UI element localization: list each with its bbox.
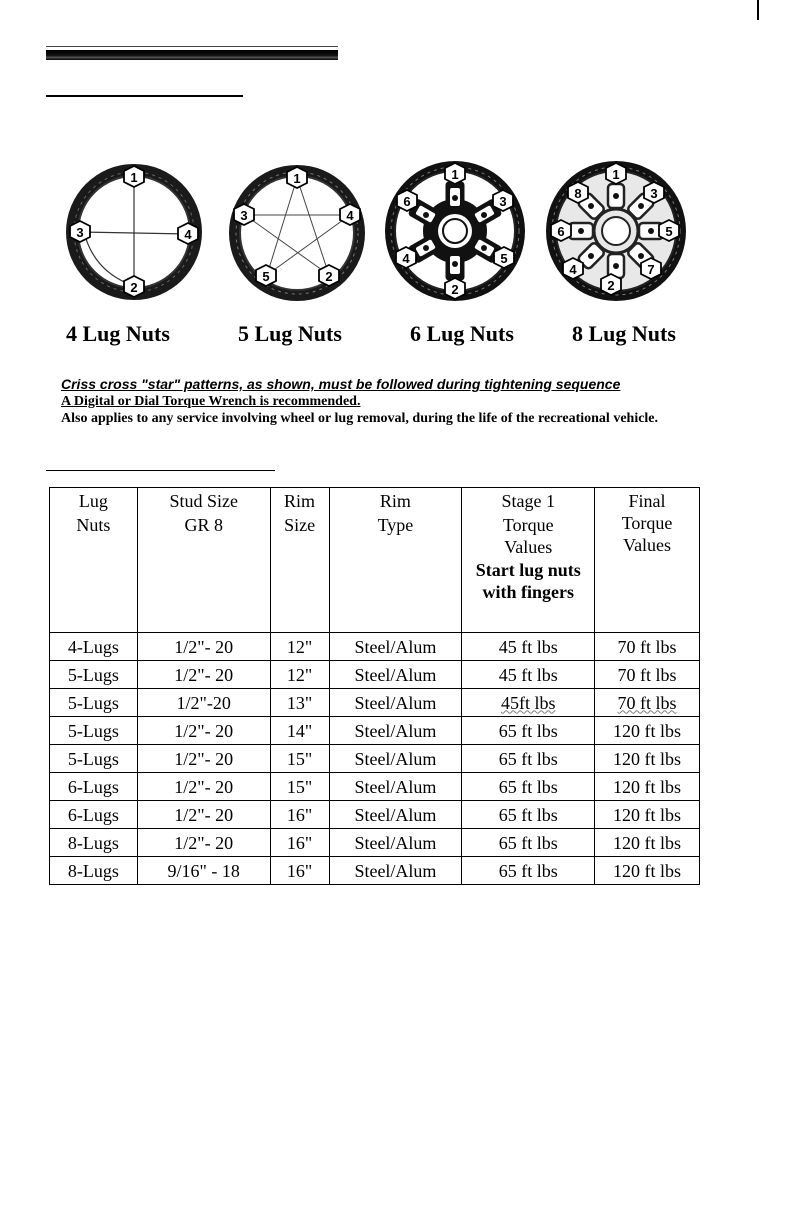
notes-applies: Also applies to any service involving wheel or lug removal, during the life of the recreational vehicle. xyxy=(61,411,659,426)
cell-final: 70 ft lbs xyxy=(595,633,700,661)
lug-marker-3 xyxy=(70,221,90,242)
wheel-caption-4: 4 Lug Nuts xyxy=(66,321,170,346)
cell-final: 120 ft lbs xyxy=(595,857,700,885)
cell-rim-size: 16" xyxy=(270,857,329,885)
cell-stud: 1/2"- 20 xyxy=(137,717,270,745)
cell-rim-type: Steel/Alum xyxy=(329,829,462,857)
lug-marker-1 xyxy=(287,167,307,188)
cell-stud: 1/2"- 20 xyxy=(137,661,270,689)
cell-final: 120 ft lbs xyxy=(595,773,700,801)
svg-text:2: 2 xyxy=(325,269,333,284)
cell-stage1: 45 ft lbs xyxy=(462,633,595,661)
lug-marker-2 xyxy=(124,276,144,297)
cell-final: 120 ft lbs xyxy=(595,717,700,745)
cell-rim-type: Steel/Alum xyxy=(329,801,462,829)
header-stage1: Stage 1 Torque Values Start lug nuts with fingers xyxy=(462,488,595,633)
svg-text:5: 5 xyxy=(500,251,508,266)
svg-text:5: 5 xyxy=(262,269,270,284)
lug-marker-6 xyxy=(397,190,417,211)
cell-final: 70 ft lbs xyxy=(595,661,700,689)
table-row xyxy=(50,857,700,885)
cell-rim-size: 16" xyxy=(270,801,329,829)
cell-stage1: 65 ft lbs xyxy=(462,829,595,857)
svg-text:7: 7 xyxy=(647,262,655,277)
header-rim-type: Rim Type xyxy=(329,488,462,633)
cell-lugs: 8-Lugs xyxy=(50,857,138,885)
lug-marker-6 xyxy=(551,220,571,241)
svg-text:4: 4 xyxy=(569,262,577,277)
lug-marker-3 xyxy=(493,190,513,211)
table-row xyxy=(50,801,700,829)
cell-final: 70 ft lbs xyxy=(595,689,700,717)
wheel-8-lug xyxy=(545,160,687,302)
svg-text:3: 3 xyxy=(499,194,507,209)
header-lug-nuts: Lug Nuts xyxy=(50,488,138,633)
lug-marker-2 xyxy=(445,278,465,299)
section-rule-table xyxy=(46,470,275,471)
header-stud-size: Stud Size GR 8 xyxy=(137,488,270,633)
lug-marker-8 xyxy=(568,182,588,203)
table-row xyxy=(50,717,700,745)
svg-text:4: 4 xyxy=(346,208,354,223)
svg-text:1: 1 xyxy=(612,167,620,182)
lug-marker-3 xyxy=(234,204,254,225)
cell-lugs: 8-Lugs xyxy=(50,829,138,857)
cell-lugs: 5-Lugs xyxy=(50,717,138,745)
cell-stud: 1/2"- 20 xyxy=(137,801,270,829)
svg-text:1: 1 xyxy=(451,167,459,182)
svg-text:8: 8 xyxy=(574,186,582,201)
cell-stage1: 65 ft lbs xyxy=(462,717,595,745)
cell-lugs: 5-Lugs xyxy=(50,689,138,717)
cell-final: 120 ft lbs xyxy=(595,829,700,857)
cell-rim-size: 15" xyxy=(270,773,329,801)
lug-marker-2 xyxy=(319,265,339,286)
cell-lugs: 4-Lugs xyxy=(50,633,138,661)
svg-text:3: 3 xyxy=(76,225,84,240)
svg-text:1: 1 xyxy=(130,170,138,185)
cell-stage1: 65 ft lbs xyxy=(462,773,595,801)
cell-rim-size: 12" xyxy=(270,661,329,689)
svg-text:3: 3 xyxy=(650,186,658,201)
cell-rim-type: Steel/Alum xyxy=(329,745,462,773)
svg-text:2: 2 xyxy=(451,282,459,297)
cell-final: 120 ft lbs xyxy=(595,801,700,829)
cell-rim-type: Steel/Alum xyxy=(329,717,462,745)
cell-rim-type: Steel/Alum xyxy=(329,857,462,885)
cell-stud: 9/16" - 18 xyxy=(137,857,270,885)
lug-marker-2 xyxy=(601,274,621,295)
torque-table xyxy=(49,487,700,885)
lug-marker-3 xyxy=(644,182,664,203)
lug-marker-7 xyxy=(641,258,661,279)
wheel-caption-8: 8 Lug Nuts xyxy=(572,321,676,346)
cell-stage1: 45 ft lbs xyxy=(462,661,595,689)
cell-lugs: 6-Lugs xyxy=(50,773,138,801)
lug-marker-4 xyxy=(396,247,416,268)
table-row xyxy=(50,829,700,857)
svg-text:3: 3 xyxy=(240,208,248,223)
notes-wrench: A Digital or Dial Torque Wrench is recommended. xyxy=(61,394,361,409)
header-rim-size: Rim Size xyxy=(270,488,329,633)
wheel-caption-5: 5 Lug Nuts xyxy=(238,321,342,346)
table-row xyxy=(50,689,700,717)
wheel-5-lug xyxy=(227,163,367,303)
svg-text:1: 1 xyxy=(293,171,301,186)
lug-marker-1 xyxy=(124,166,144,187)
cell-stud: 1/2"- 20 xyxy=(137,745,270,773)
top-corner-rule xyxy=(757,0,759,20)
wheel-6-lug xyxy=(384,160,526,302)
table-header-row xyxy=(50,488,700,633)
cell-stud: 1/2"- 20 xyxy=(137,829,270,857)
section-rule-top xyxy=(46,95,243,97)
wheel-4-lug xyxy=(64,162,204,302)
cell-rim-type: Steel/Alum xyxy=(329,773,462,801)
lug-marker-4 xyxy=(178,223,198,244)
header-final: Final Torque Values xyxy=(595,488,700,633)
header-bar xyxy=(46,50,338,60)
cell-lugs: 6-Lugs xyxy=(50,801,138,829)
lug-marker-5 xyxy=(256,265,276,286)
svg-text:2: 2 xyxy=(130,280,138,295)
cell-rim-type: Steel/Alum xyxy=(329,689,462,717)
cell-stud: 1/2"-20 xyxy=(137,689,270,717)
lug-marker-1 xyxy=(606,163,626,184)
table-row xyxy=(50,661,700,689)
cell-stud: 1/2"- 20 xyxy=(137,773,270,801)
cell-rim-size: 16" xyxy=(270,829,329,857)
cell-final: 120 ft lbs xyxy=(595,745,700,773)
cell-rim-size: 12" xyxy=(270,633,329,661)
cell-stage1: 65 ft lbs xyxy=(462,745,595,773)
lug-marker-4 xyxy=(563,258,583,279)
lug-marker-4 xyxy=(340,204,360,225)
svg-text:4: 4 xyxy=(402,251,410,266)
cell-rim-size: 15" xyxy=(270,745,329,773)
notes-star-pattern: Criss cross "star" patterns, as shown, must be followed during tightening sequence xyxy=(61,376,621,392)
svg-text:6: 6 xyxy=(403,194,411,209)
table-row xyxy=(50,745,700,773)
lug-marker-5 xyxy=(659,220,679,241)
svg-text:4: 4 xyxy=(184,227,192,242)
cell-lugs: 5-Lugs xyxy=(50,745,138,773)
cell-stud: 1/2"- 20 xyxy=(137,633,270,661)
cell-rim-size: 13" xyxy=(270,689,329,717)
cell-rim-size: 14" xyxy=(270,717,329,745)
cell-stage1: 45ft lbs xyxy=(462,689,595,717)
wheel-caption-6: 6 Lug Nuts xyxy=(410,321,514,346)
lug-marker-5 xyxy=(494,247,514,268)
cell-lugs: 5-Lugs xyxy=(50,661,138,689)
table-row xyxy=(50,633,700,661)
cell-rim-type: Steel/Alum xyxy=(329,661,462,689)
torque-notes xyxy=(61,376,697,427)
lug-marker-1 xyxy=(445,163,465,184)
svg-text:5: 5 xyxy=(665,224,673,239)
cell-rim-type: Steel/Alum xyxy=(329,633,462,661)
cell-stage1: 65 ft lbs xyxy=(462,857,595,885)
table-row xyxy=(50,773,700,801)
cell-stage1: 65 ft lbs xyxy=(462,801,595,829)
svg-text:6: 6 xyxy=(557,224,565,239)
svg-text:2: 2 xyxy=(607,278,615,293)
